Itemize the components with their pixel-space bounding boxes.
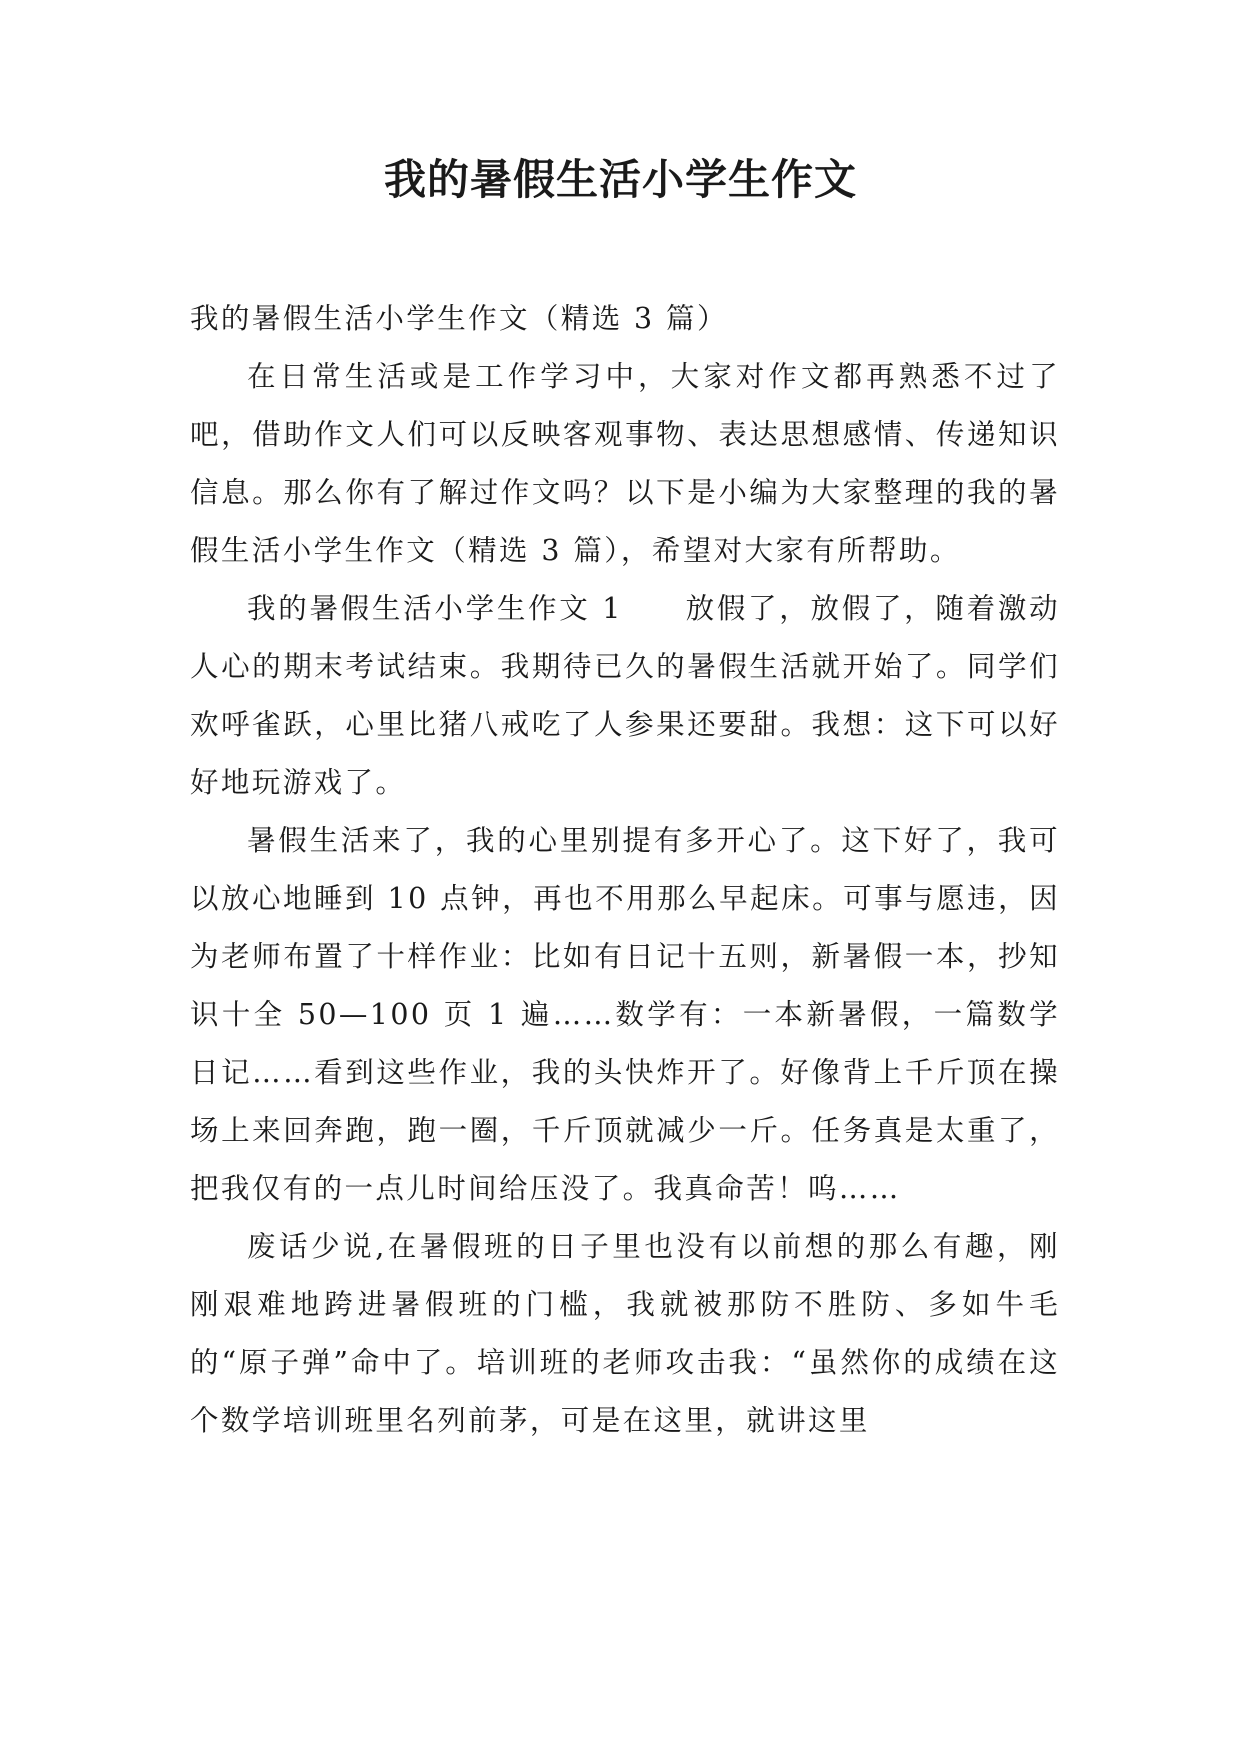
subtitle-paragraph: 我的暑假生活小学生作文（精选 3 篇）: [190, 302, 728, 335]
intro-paragraph: 在日常生活或是工作学习中，大家对作文都再熟悉不过了吧，借助作文人们可以反映客观事物、表达思想感情、传递知识信息。那么你有了解过作文吗？以下是小编为大家整理的我的暑假生活小学生作文（精选 3 篇），希望对大家有所帮助。: [190, 360, 1060, 567]
essay-paragraph: 废话少说,在暑假班的日子里也没有以前想的那么有趣，刚刚艰难地跨进暑假班的门槛，我就被那防不胜防、多如牛毛的“原子弹”命中了。培训班的老师攻击我：“虽然你的成绩在这个数学培训班里名列前茅，可是在这里，就讲这里: [190, 1230, 1060, 1437]
essay-paragraph: 暑假生活来了，我的心里别提有多开心了。这下好了，我可以放心地睡到 10 点钟，再也不用那么早起床。可事与愿违，因为老师布置了十样作业：比如有日记十五则，新暑假一本，抄知识十全 50—100 页 1 遍……数学有：一本新暑假，一篇数学日记……看到这些作业，我的头快炸开了。好像背上千斤顶在操场上来回奔跑，跑一圈，千斤顶就减少一斤。任务真是太重了，把我仅有的一点儿时间给压没了。我真命苦！呜……: [190, 824, 1060, 1205]
essay-paragraph: 我的暑假生活小学生作文 1 放假了，放假了，随着激动人心的期末考试结束。我期待已久的暑假生活就开始了。同学们欢呼雀跃，心里比猪八戒吃了人参果还要甜。我想：这下可以好好地玩游戏了。: [190, 592, 1060, 799]
document-body: [190, 290, 1060, 1450]
document-title: 我的暑假生活小学生作文: [383, 155, 857, 204]
